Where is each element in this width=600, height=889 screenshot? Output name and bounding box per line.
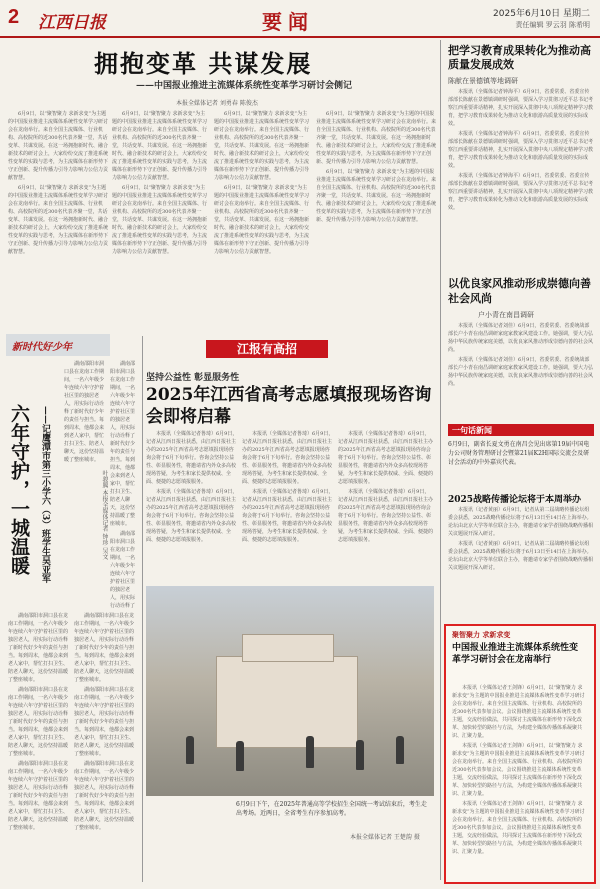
lead-body-col3: 6月9日，以“聚智聚力 求新求变”为主题的中国报业推进主流媒体系统性变革学习研讨会在龙南举行。来自全国主流媒体、行业机构、高校院所的近300名代表齐聚一堂，共话变革、共谋发展。在这一场拥抱新时代、融合新技术的研讨会上，大家纷纷交流了推进系统性变革的实践与思考，为主流媒体在新形势下守正创新、提升传播力引导力影响力公信力贡献智慧。 6月9日，以“聚智聚力 求新求变”为主题的中国报业推进主流媒体系统性变革学习研讨会在龙南举行。来自全国主流媒体、行业机构、高校院所的近300名代表齐聚一堂，共话变革、共谋发展。在这一场拥抱新时代、融合新技术的研讨会上，大家纷纷交流了推进系统性变革的实践与思考，为主流媒体在新形势下守正创新、提升传播力引导力影响力公信力贡献智慧。	[214, 111, 310, 255]
gaokao-kicker: 坚持公益性 彰显服务性	[146, 373, 240, 383]
highlight-body: 本报讯（全媒体记者王剑锋）6月9日，以“聚智聚力 求新求变”为主题的中国报业推进主流媒体系统性变革学习研讨会在龙南举行。来自全国主流媒体、行业机构、高校院所的近300名代表参加会议。会议围绕推进主流媒体系统性变革主题，交流经验做法，共同探讨主流媒体在新形势下深化改革、加快转型的路径与方法，为构建全媒体传播体系凝聚共识、汇聚力量。 本报讯（全媒体记者王剑锋）6月9日，以“聚智聚力 求新求变”为主题的中国报业推进主流媒体系统性变革学习研讨会在龙南举行。来自全国主流媒体、行业机构、高校院所的近300名代表参加会议。会议围绕推进主流媒体系统性变革主题，交流经验做法，共同探讨主流媒体在新形势下深化改革、加快转型的路径与方法，为构建全媒体传播体系凝聚共识、汇聚力量。 本报讯（全媒体记者王剑锋）6月9日，以“聚智聚力 求新求变”为主题的中国报业推进主流媒体系统性变革学习研讨会在龙南举行。来自全国主流媒体、行业机构、高校院所的近300名代表参加会议。会议围绕推进主流媒体系统性变革主题，交流经验做法，共同探讨主流媒体在新形势下深化改革、加快转型的路径与方法，为构建全媒体传播体系凝聚共识、汇聚力量。	[452, 685, 585, 855]
feature-body-col2: 湖南邵阳市洞口县在龙南工作期间，一名六年级少年连续六年守护着社区里的独居老人，用实际行动诠释了新时代好少年的责任与担当。每到周末，他都会来到老人家中，帮忙打扫卫生、陪老人聊天，这份坚持温暖了整座城市。 湖南邵阳市洞口县在龙南工作期间，一名六年级少年连续六年守护着社区里的独居老人，用实际行动诠释了新时代好少年的责任与担当。每到周末，他都会来到老人家中，帮忙打扫卫生、陪老人聊天，这份坚持温暖了整座城市。 湖南邵阳市洞口县在龙南工作期间，一名六年级少年连续六年守护着社区里的独居老人，用实际行动诠释了新时代好少年的责任与担当。每到周末，他都会来到老人家中，帮忙打扫卫生、陪老人聊天，这份坚持温暖了整座城市。	[74, 613, 135, 831]
right-mid-subtitle: 户小青在南昌调研	[478, 311, 534, 319]
feature-title: 六年守护，一城温暖	[8, 404, 30, 575]
news-brief-label: 一句话新闻	[452, 425, 492, 435]
photo-caption: 6月9日下午，在2025年普通高等学校招生全国统一考试结束后，考生走出考场。近两日，全省考生有序参加高考。	[236, 801, 427, 817]
gaokao-title: 2025年江西省高考志愿填报现场咨询会即将启幕	[146, 385, 432, 427]
gaokao-body-col2: 本报讯（全媒体记者鲁琦）6月9日，记者从江西日报社获悉，由江西日报社主办的2025年江西省高考志愿填报现场咨询会将于6月下旬举行。咨询会坚持公益性、彰显服务性，将邀请省内外众多高校现场答疑，为考生和家长提供权威、全面、便捷的志愿填报服务。 本报讯（全媒体记者鲁琦）6月9日，记者从江西日报社获悉，由江西日报社主办的2025年江西省高考志愿填报现场咨询会将于6月下旬举行。咨询会坚持公益性、彰显服务性，将邀请省内外众多高校现场答疑，为考生和家长提供权威、全面、便捷的志愿填报服务。	[242, 431, 334, 543]
feature-subtitle: ——记鹰潭市第三小学六（3）班学生吴亚军	[40, 406, 50, 584]
feature-body-col1: 湖南邵阳市洞口县在龙南工作期间，一名六年级少年连续六年守护着社区里的独居老人，用实际行动诠释了新时代好少年的责任与担当。每到周末，他都会来到老人家中，帮忙打扫卫生、陪老人聊天，这份坚持温暖了整座城市。 湖南邵阳市洞口县在龙南工作期间，一名六年级少年连续六年守护着社区里的独居老人，用实际行动诠释了新时代好少年的责任与担当。每到周末，他都会来到老人家中，帮忙打扫卫生、陪老人聊天，这份坚持温暖了整座城市。 湖南邵阳市洞口县在龙南工作期间，一名六年级少年连续六年守护着社区里的独居老人，用实际行动诠释了新时代好少年的责任与担当。每到周末，他都会来到老人家中，帮忙打扫卫生、陪老人聊天，这份坚持温暖了整座城市。	[8, 613, 69, 831]
gaokao-tag: 江报有高招	[206, 340, 328, 358]
student-figure	[306, 736, 314, 768]
lead-byline: 本报全媒体记者 刘勇春 陈俊杰	[176, 100, 258, 107]
feature-body-top-a: 湖南邵阳市洞口县在龙南工作期间，一名六年级少年连续六年守护着社区里的独居老人，用实际行动诠释了新时代好少年的责任与担当。每到周末，他都会来到老人家中，帮忙打扫卫生、陪老人聊天，这份坚持温暖了整座城市。	[64, 361, 105, 463]
page-header	[0, 0, 600, 38]
lead-body-col2: 6月9日，以“聚智聚力 求新求变”为主题的中国报业推进主流媒体系统性变革学习研讨会在龙南举行。来自全国主流媒体、行业机构、高校院所的近300名代表齐聚一堂，共话变革、共谋发展。在这一场拥抱新时代、融合新技术的研讨会上，大家纷纷交流了推进系统性变革的实践与思考，为主流媒体在新形势下守正创新、提升传播力引导力影响力公信力贡献智慧。 6月9日，以“聚智聚力 求新求变”为主题的中国报业推进主流媒体系统性变革学习研讨会在龙南举行。来自全国主流媒体、行业机构、高校院所的近300名代表齐聚一堂，共话变革、共谋发展。在这一场拥抱新时代、融合新技术的研讨会上，大家纷纷交流了推进系统性变革的实践与思考，为主流媒体在新形势下守正创新、提升传播力引导力影响力公信力贡献智慧。	[112, 111, 208, 255]
right-top-title: 把学习教育成果转化为推动高质量发展成效	[448, 44, 591, 71]
feature-byline: 叶骏腾 本报全媒体记者 钟珍 吴文	[101, 470, 108, 560]
editors: 责任编辑 罗云羽 陈希明	[515, 21, 590, 29]
student-figure	[236, 741, 244, 771]
student-figure	[396, 736, 404, 764]
lead-body-col1: 6月9日，以“聚智聚力 求新求变”为主题的中国报业推进主流媒体系统性变革学习研讨会在龙南举行。来自全国主流媒体、行业机构、高校院所的近300名代表齐聚一堂，共话变革、共谋发展。在这一场拥抱新时代、融合新技术的研讨会上，大家纷纷交流了推进系统性变革的实践与思考，为主流媒体在新形势下守正创新、提升传播力引导力影响力公信力贡献智慧。 6月9日，以“聚智聚力 求新求变”为主题的中国报业推进主流媒体系统性变革学习研讨会在龙南举行。来自全国主流媒体、行业机构、高校院所的近300名代表齐聚一堂，共话变革、共谋发展。在这一场拥抱新时代、融合新技术的研讨会上，大家纷纷交流了推进系统性变革的实践与思考，为主流媒体在新形势下守正创新、提升传播力引导力影响力公信力贡献智慧。	[8, 111, 108, 255]
right-news2-title: 2025战略传播论坛将于本周举办	[448, 495, 582, 505]
paper-name: 江西日报	[38, 13, 106, 33]
right-mid-body: 本报讯（全媒体记者刘佳）6月9日，省委常委、省委统战部部长户小青在南昌调研家庭家教家风建设工作。她强调，要大力弘扬中华民族传统家庭美德，以优良家风推动形成崇德向善的社会风尚。 本报讯（全媒体记者刘佳）6月9日，省委常委、省委统战部部长户小青在南昌调研家庭家教家风建设工作。她强调，要大力弘扬中华民族传统家庭美德，以优良家风推动形成崇德向善的社会风尚。	[448, 323, 594, 387]
feature-column-label: 新时代好少年	[12, 342, 72, 353]
right-top-subtitle: 陈献在景德镇等地调研	[448, 77, 518, 85]
highlight-kicker: 聚智聚力 求新求变	[452, 630, 511, 639]
right-top-body: 本报讯（全媒体记者钟海平）6月9日，省委常委、省委宣传部部长陈献在景德镇调研时强调，要深入学习贯彻习近平总书记考察江西重要讲话精神，扎实开展深入贯彻中央八项规定精神学习教育，把学习教育成果转化为推动文化和旅游高质量发展的实际成效。 本报讯（全媒体记者钟海平）6月9日，省委常委、省委宣传部部长陈献在景德镇调研时强调，要深入学习贯彻习近平总书记考察江西重要讲话精神，扎实开展深入贯彻中央八项规定精神学习教育，把学习教育成果转化为推动文化和旅游高质量发展的实际成效。 本报讯（全媒体记者钟海平）6月9日，省委常委、省委宣传部部长陈献在景德镇调研时强调，要深入学习贯彻习近平总书记考察江西重要讲话精神，扎实开展深入贯彻中央八项规定精神学习教育，把学习教育成果转化为推动文化和旅游高质量发展的实际成效。	[448, 89, 594, 211]
school-gate	[216, 656, 358, 748]
issue-date: 2025年6月10日 星期二	[493, 9, 590, 19]
right-news2-body: 本报讯（记者黄丽）6月9日，记者从第二届战略传播论坛组委会获悉，2025战略传播论坛将于6月13日至14日在上海举办。论坛由北京大学等单位联合主办，将邀请专家学者围绕战略传播相关议题展开深入研讨。 本报讯（记者黄丽）6月9日，记者从第二届战略传播论坛组委会获悉，2025战略传播论坛将于6月13日至14日在上海举办。论坛由北京大学等单位联合主办，将邀请专家学者围绕战略传播相关议题展开深入研讨。	[448, 507, 594, 571]
gaokao-body-col1: 本报讯（全媒体记者鲁琦）6月9日，记者从江西日报社获悉，由江西日报社主办的2025年江西省高考志愿填报现场咨询会将于6月下旬举行。咨询会坚持公益性、彰显服务性，将邀请省内外众多高校现场答疑，为考生和家长提供权威、全面、便捷的志愿填报服务。 本报讯（全媒体记者鲁琦）6月9日，记者从江西日报社获悉，由江西日报社主办的2025年江西省高考志愿填报现场咨询会将于6月下旬举行。咨询会坚持公益性、彰显服务性，将邀请省内外众多高校现场答疑，为考生和家长提供权威、全面、便捷的志愿填报服务。	[146, 431, 238, 543]
column-divider-left	[142, 336, 143, 882]
feature-body-top-b: 湖南邵阳市洞口县在龙南工作期间，一名六年级少年连续六年守护着社区里的独居老人，用实际行动诠释了新时代好少年的责任与担当。每到周末，他都会来到老人家中，帮忙打扫卫生、陪老人聊天，这份坚持温暖了整座城市。 湖南邵阳市洞口县在龙南工作期间，一名六年级少年连续六年守护着社区里的独居老人，用实际行动诠释了	[110, 361, 136, 609]
column-divider	[440, 40, 441, 880]
page-number: 2	[8, 6, 20, 28]
gate-roof	[242, 634, 334, 662]
highlight-title: 中国报业推进主流媒体系统性变革学习研讨会在龙南举行	[452, 643, 579, 665]
gaokao-body-col3: 本报讯（全媒体记者鲁琦）6月9日，记者从江西日报社获悉，由江西日报社主办的2025年江西省高考志愿填报现场咨询会将于6月下旬举行。咨询会坚持公益性、彰显服务性，将邀请省内外众多高校现场答疑，为考生和家长提供权威、全面、便捷的志愿填报服务。 本报讯（全媒体记者鲁琦）6月9日，记者从江西日报社获悉，由江西日报社主办的2025年江西省高考志愿填报现场咨询会将于6月下旬举行。咨询会坚持公益性、彰显服务性，将邀请省内外众多高校现场答疑，为考生和家长提供权威、全面、便捷的志愿填报服务。	[338, 431, 434, 543]
student-figure	[186, 736, 194, 764]
lead-body-col4: 6月9日，以“聚智聚力 求新求变”为主题的中国报业推进主流媒体系统性变革学习研讨会在龙南举行。来自全国主流媒体、行业机构、高校院所的近300名代表齐聚一堂，共话变革、共谋发展。在这一场拥抱新时代、融合新技术的研讨会上，大家纷纷交流了推进系统性变革的实践与思考，为主流媒体在新形势下守正创新、提升传播力引导力影响力公信力贡献智慧。 6月9日，以“聚智聚力 求新求变”为主题的中国报业推进主流媒体系统性变革学习研讨会在龙南举行。来自全国主流媒体、行业机构、高校院所的近300名代表齐聚一堂，共话变革、共谋发展。在这一场拥抱新时代、融合新技术的研讨会上，大家纷纷交流了推进系统性变革的实践与思考，为主流媒体在新形势下守正创新、提升传播力引导力影响力公信力贡献智慧。	[316, 111, 436, 223]
photo-credit: 本报全媒体记者 王楚韵 摄	[350, 834, 420, 841]
exam-photo	[146, 586, 434, 796]
lead-subtitle: ——中国报业推进主流媒体系统性变革学习研讨会侧记	[136, 81, 353, 91]
right-mid-title: 以优良家风推动形成崇德向善社会风尚	[448, 277, 591, 305]
section-title: 要闻	[262, 10, 314, 34]
news-brief-text: 6月9日，副省长夏文勇在南昌会见出席第19届中国电力公司财务管理研讨会暨第21届K2H国际交流会及研讨会活动的中外嘉宾代表。	[448, 441, 590, 466]
lead-title: 拥抱变革 共谋发展	[94, 49, 313, 78]
student-figure	[356, 740, 364, 770]
